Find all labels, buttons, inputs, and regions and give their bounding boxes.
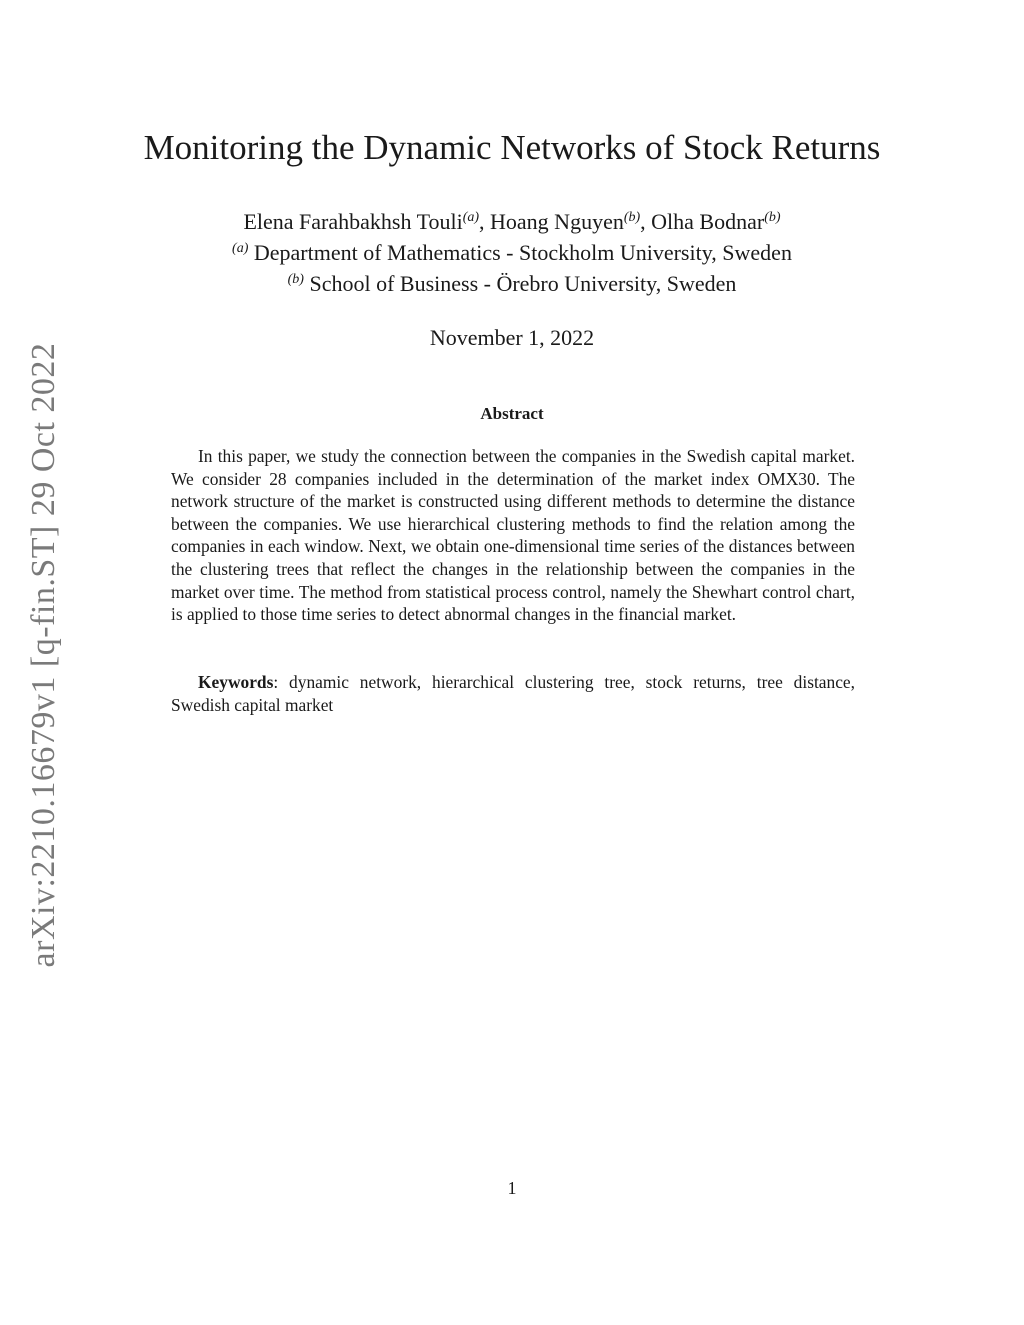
author-affiliation-mark: (a) xyxy=(462,210,480,225)
author-separator: , xyxy=(640,209,652,234)
author-name: Elena Farahbakhsh Touli xyxy=(243,209,463,234)
affiliation-line xyxy=(0,237,1024,268)
affiliation-text: School of Business - Örebro University, Sweden xyxy=(303,271,737,296)
author-block xyxy=(0,206,1024,299)
affiliation-mark: (b) xyxy=(287,272,304,287)
keywords-paragraph xyxy=(171,671,855,716)
author-name: Hoang Nguyen xyxy=(490,209,624,234)
affiliation-mark: (a) xyxy=(232,241,249,256)
keywords-label: Keywords xyxy=(198,672,274,692)
affiliation-line xyxy=(0,268,1024,299)
abstract-heading: Abstract xyxy=(480,404,544,423)
keywords-list: : dynamic network, hierarchical clustering tree, stock returns, tree distance, Swedish capital market xyxy=(171,672,855,715)
paper-title: Monitoring the Dynamic Networks of Stock Returns xyxy=(143,128,881,167)
publication-date: November 1, 2022 xyxy=(429,325,595,350)
abstract-body: In this paper, we study the connection between the companies in the Swedish capital market. We consider 28 companies included in the determination of the market index OMX30. The network structure of the market is constructed using different methods to determine the distance between the companies. We use hierarchical clustering methods to find the relation among the companies in each window. Next, we obtain one-dimensional time series of the distances between the clustering trees that reflect the changes in the relationship between the companies in the market over time. The method from statistical process control, namely the Shewhart control chart, is applied to those time series to detect abnormal changes in the financial market. xyxy=(171,446,855,625)
affiliation-text: Department of Mathematics - Stockholm University, Sweden xyxy=(248,240,792,265)
page-number: 1 xyxy=(507,1178,517,1198)
arxiv-identifier-stamp: arXiv:2210.16679v1 [q-fin.ST] 29 Oct 2022 xyxy=(25,342,62,968)
author-affiliation-mark: (b) xyxy=(764,210,781,225)
author-name: Olha Bodnar xyxy=(651,209,765,234)
author-line xyxy=(0,206,1024,237)
author-separator: , xyxy=(479,209,491,234)
author-affiliation-mark: (b) xyxy=(623,210,641,225)
